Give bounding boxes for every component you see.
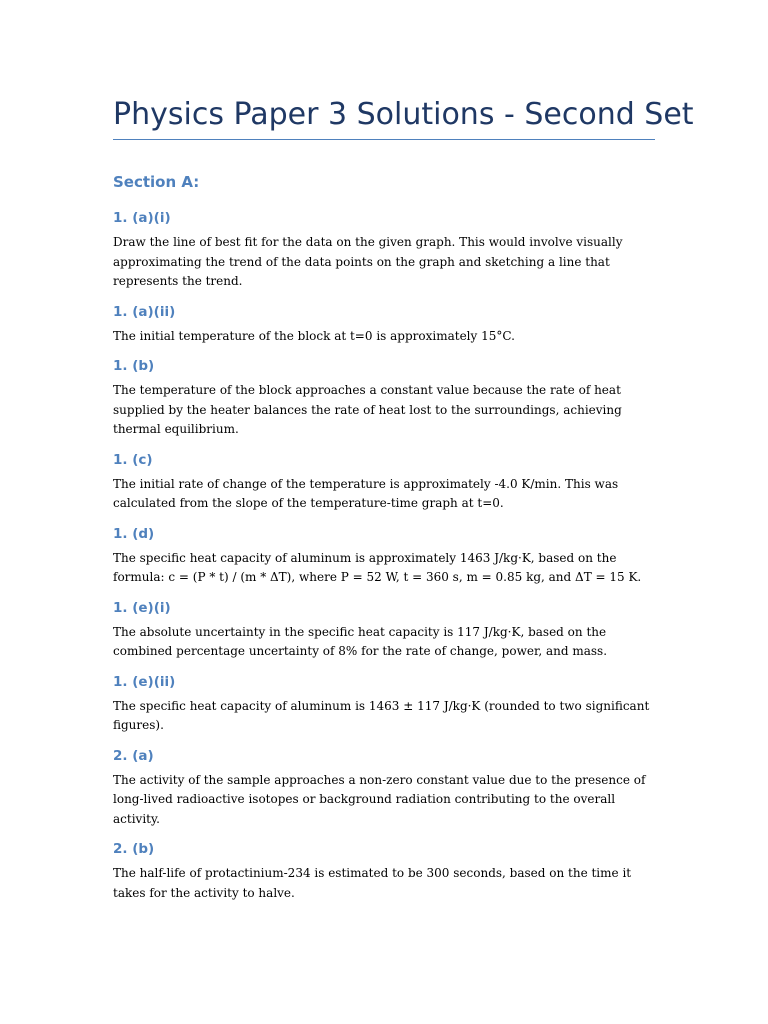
question-answer: The half-life of protactinium-234 is estimated to be 300 seconds, based on the time it takes for the activity to halve. — [113, 866, 632, 900]
question-answer: The temperature of the block approaches a constant value because the rate of heat supplied by the heater balances the rate of heat lost to the surroundings, achieving thermal equilibrium. — [113, 383, 622, 436]
question-item — [113, 746, 655, 830]
question-heading: 1. (a)(ii) — [113, 303, 176, 320]
question-heading: 2. (a) — [113, 747, 154, 764]
question-answer: The specific heat capacity of aluminum is 1463 ± 117 J/kg·K (rounded to two significant figures). — [113, 698, 650, 732]
question-heading: 1. (c) — [113, 451, 153, 468]
question-answer: The specific heat capacity of aluminum is approximately 1463 J/kg·K, based on the formula: c = (P * t) / (m * ΔT), where P = 52 W, t = 360 s, m = 0.85 kg, and ΔT = 15 K. — [113, 550, 642, 584]
title-divider — [113, 139, 655, 140]
section-heading: Section A: — [113, 173, 200, 191]
question-heading: 2. (b) — [113, 841, 155, 857]
question-item — [113, 208, 655, 292]
question-item — [113, 839, 655, 903]
question-answer: The activity of the sample approaches a non-zero constant value due to the presence of long-lived radioactive isotopes or background radiation contributing to the overall activity. — [113, 772, 646, 826]
question-answer: The initial temperature of the block at t=0 is approximately 15°C. — [113, 328, 515, 343]
question-item — [113, 302, 655, 347]
question-heading: 1. (e)(ii) — [113, 673, 176, 690]
question-item — [113, 524, 655, 588]
question-item — [113, 672, 655, 736]
question-heading: 1. (a)(i) — [113, 210, 171, 226]
question-item — [113, 450, 655, 514]
question-answer: The initial rate of change of the temperature is approximately -4.0 K/min. This was calculated from the slope of the temperature-time graph at t=0. — [113, 476, 619, 510]
question-heading: 1. (e)(i) — [113, 599, 171, 616]
question-item — [113, 598, 655, 662]
question-list — [113, 208, 655, 913]
question-heading: 1. (b) — [113, 358, 155, 374]
question-item — [113, 356, 655, 440]
question-answer: The absolute uncertainty in the specific heat capacity is 117 J/kg·K, based on the combined percentage uncertainty of 8% for the rate of change, power, and mass. — [113, 624, 608, 658]
page-title: Physics Paper 3 Solutions - Second Set — [113, 97, 694, 132]
question-answer: Draw the line of best fit for the data on the given graph. This would involve visually approximating the trend of the data points on the graph and sketching a line that represents the trend. — [113, 235, 623, 288]
question-heading: 1. (d) — [113, 525, 155, 542]
